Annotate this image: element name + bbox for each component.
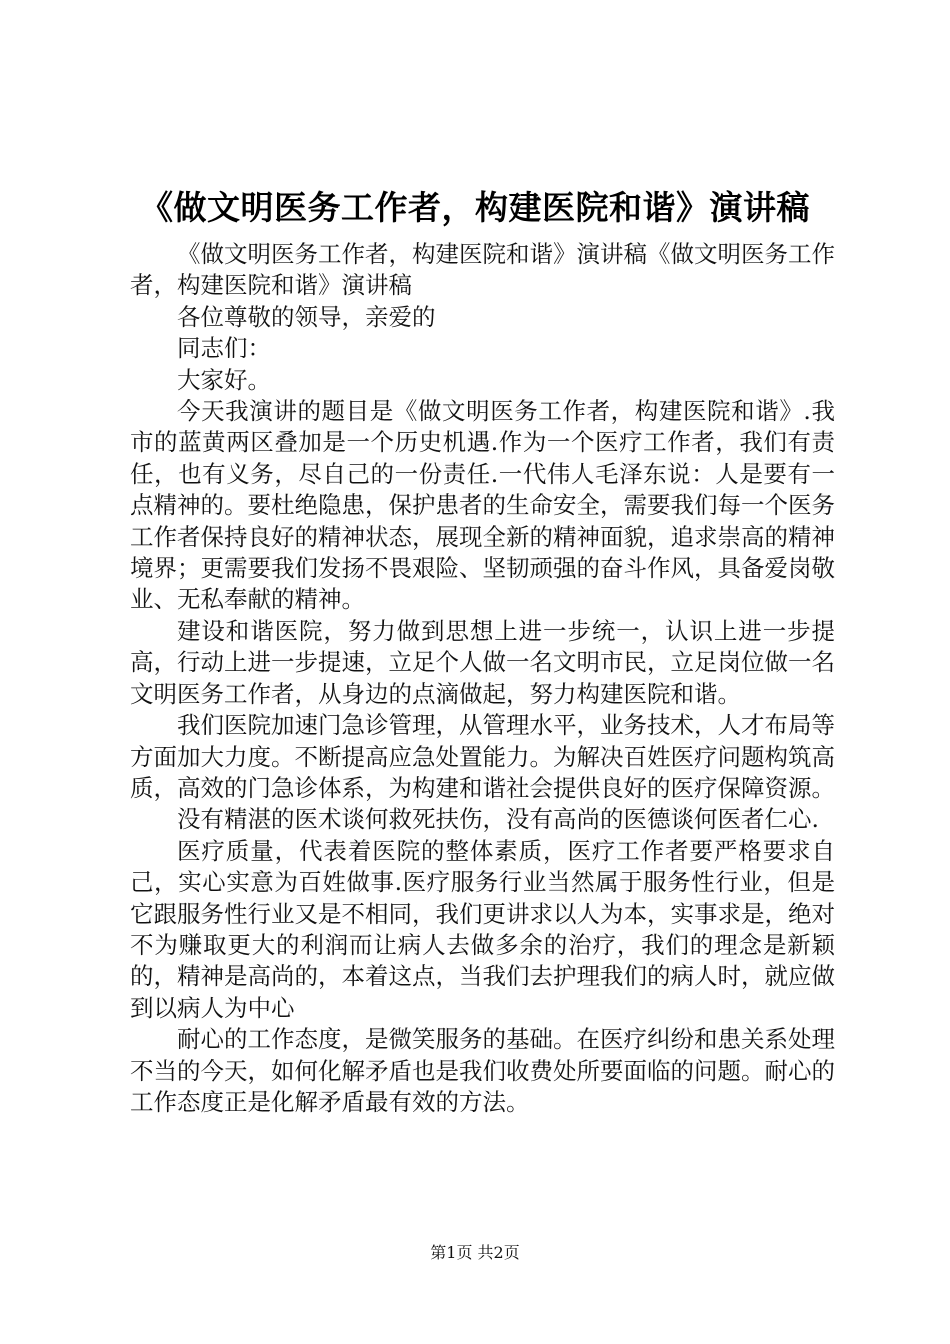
paragraph-topic: 今天我演讲的题目是《做文明医务工作者，构建医院和谐》.我市的蓝黄两区叠加是一个历史机遇.作为一个医疗工作者，我们有责任，也有义务，尽自己的一份责任.一代伟人毛泽东说：人是要有一点精神的。要杜绝隐患，保护患者的生命安全，需要我们每一个医务工作者保持良好的精神状态，展现全新的精神面貌，追求崇高的精神境界；更需要我们发扬不畏艰险、坚韧顽强的奋斗作风，具备爱岗敬业、无私奉献的精神。 — [130, 397, 835, 614]
document-body — [130, 239, 835, 1118]
document-title: 《做文明医务工作者，构建医院和谐》演讲稿 — [140, 188, 810, 227]
paragraph-comrades: 同志们： — [177, 334, 271, 363]
paragraph-patience: 耐心的工作态度，是微笑服务的基础。在医疗纠纷和患关系处理不当的今天，如何化解矛盾也是我们收费处所要面临的问题。耐心的工作态度正是化解矛盾最有效的方法。 — [130, 1025, 835, 1116]
paragraph-ethics: 没有精湛的医术谈何救死扶伤，没有高尚的医德谈何医者仁心. — [177, 805, 819, 834]
paragraph-salutation: 各位尊敬的领导，亲爱的 — [177, 302, 436, 331]
paragraph-harmony: 建设和谐医院，努力做到思想上进一步统一，认识上进一步提高，行动上进一步提速，立足个人做一名文明市民，立足岗位做一名文明医务工作者，从身边的点滴做起，努力构建医院和谐。 — [130, 616, 835, 708]
paragraph-intro: 《做文明医务工作者，构建医院和谐》演讲稿《做文明医务工作者，构建医院和谐》演讲稿 — [130, 240, 835, 300]
paragraph-greeting: 大家好。 — [177, 365, 271, 394]
paragraph-emergency: 我们医院加速门急诊管理，从管理水平，业务技术，人才布局等方面加大力度。不断提高应急处置能力。为解决百姓医疗问题构筑高质，高效的门急诊体系，为构建和谐社会提供良好的医疗保障资源。 — [130, 711, 835, 802]
page-footer: 第1页 共2页 — [430, 1243, 520, 1262]
paragraph-quality: 医疗质量，代表着医院的整体素质，医疗工作者要严格要求自己，实心实意为百姓做事.医疗服务行业当然属于服务性行业，但是它跟服务性行业又是不相同，我们更讲求以人为本，实事求是，绝对不为赚取更大的利润而让病人去做多余的治疗，我们的理念是新颖的，精神是高尚的，本着这点，当我们去护理我们的病人时，就应做到以病人为中心 — [130, 836, 835, 1022]
